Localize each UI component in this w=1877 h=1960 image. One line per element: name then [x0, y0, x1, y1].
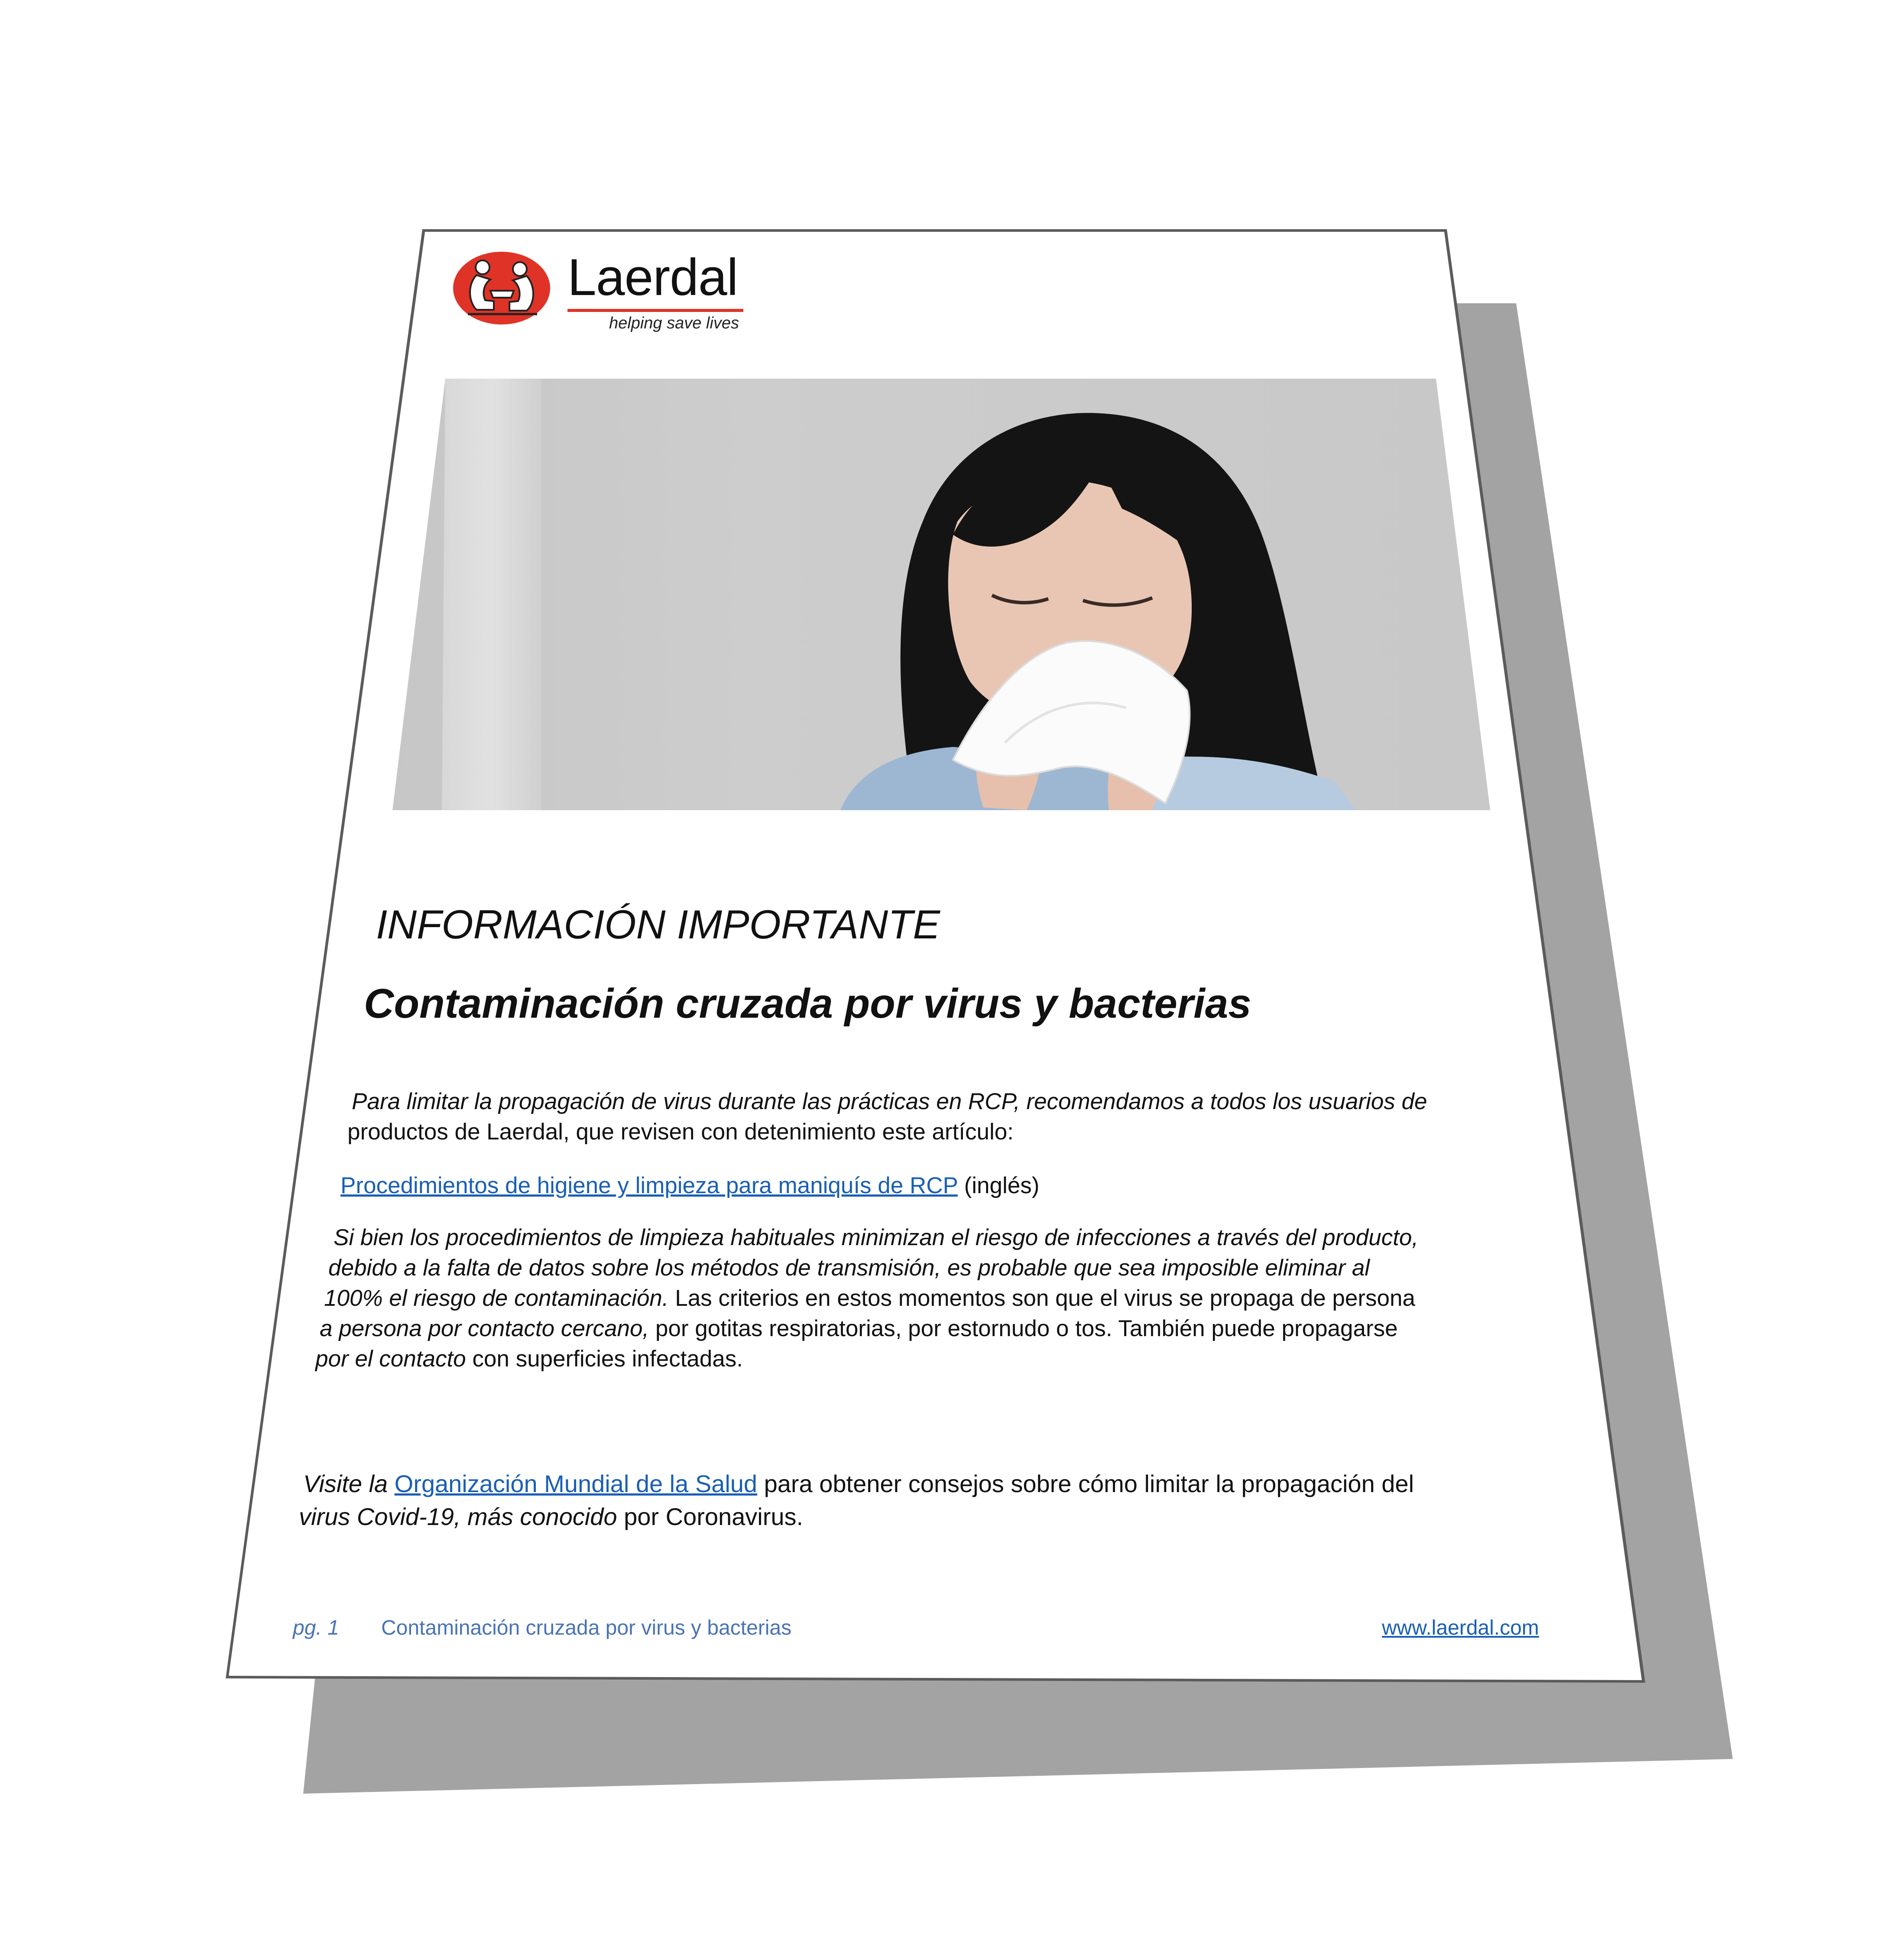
body-line-3-text: Las criterios en estos momentos son que el virus se propaga de persona — [668, 1285, 1415, 1311]
footer-title: Contaminación cruzada por virus y bacterias — [381, 1616, 792, 1639]
woman-sneezing-icon — [390, 379, 1490, 810]
body-line-5-text: con superficies infectadas. — [466, 1346, 743, 1372]
who-line-2-text: por Coronavirus. — [617, 1503, 804, 1530]
intro-line-1: Para limitar la propagación de virus durante las prácticas en RCP, recomendamos a todos los usuarios de — [352, 1089, 1427, 1114]
who-prefix: Visite la — [303, 1470, 395, 1497]
footer-website-link[interactable]: www.laerdal.com — [1382, 1616, 1539, 1639]
logo-wordmark: Laerdal — [567, 248, 738, 306]
who-link[interactable]: Organización Mundial de la Salud — [394, 1470, 758, 1497]
body-line-3-italic: 100% el riesgo de contaminación. — [324, 1285, 669, 1311]
body-line-1: Si bien los procedimientos de limpieza habituales minimizan el riesgo de infecciones a través del producto, — [334, 1225, 1419, 1250]
body-line-2 — [328, 1253, 1370, 1283]
article-link[interactable]: Procedimientos de higiene y limpieza para maniquís de RCP — [340, 1173, 958, 1198]
body-line-4 — [320, 1314, 1398, 1344]
who-line-2-italic: virus Covid-19, más conocido — [299, 1503, 617, 1530]
footer-page-number: pg. 1 — [293, 1616, 339, 1639]
who-line-2 — [299, 1502, 803, 1532]
who-suffix: para obtener consejos sobre cómo limitar la propagación del — [757, 1470, 1414, 1497]
body-line-5 — [315, 1344, 743, 1374]
body-line-4-italic: a persona por contacto cercano, — [320, 1316, 649, 1341]
laerdal-rescuers-icon — [451, 249, 553, 327]
body-line-5-italic: por el contacto — [315, 1346, 466, 1372]
logo-underline — [567, 309, 743, 312]
body-line-3 — [324, 1283, 1415, 1314]
logo-tagline: helping save lives — [609, 314, 739, 332]
document-title: Contaminación cruzada por virus y bacterias — [364, 980, 1251, 1027]
article-link-line — [340, 1171, 1039, 1201]
intro-line-2: productos de Laerdal, que revisen con detenimiento este artículo: — [347, 1119, 1014, 1145]
body-line-2-text: debido a la falta de datos sobre los métodos de transmisión, es probable que sea imposible eliminar al — [328, 1255, 1370, 1281]
laerdal-logo — [451, 240, 754, 340]
body-line-4-text: por gotitas respiratorias, por estornudo o tos. También puede propagarse — [649, 1316, 1398, 1341]
article-link-suffix: (inglés) — [957, 1173, 1040, 1198]
who-line-1 — [303, 1469, 1414, 1499]
overline-heading: INFORMACIÓN IMPORTANTE — [376, 902, 940, 947]
